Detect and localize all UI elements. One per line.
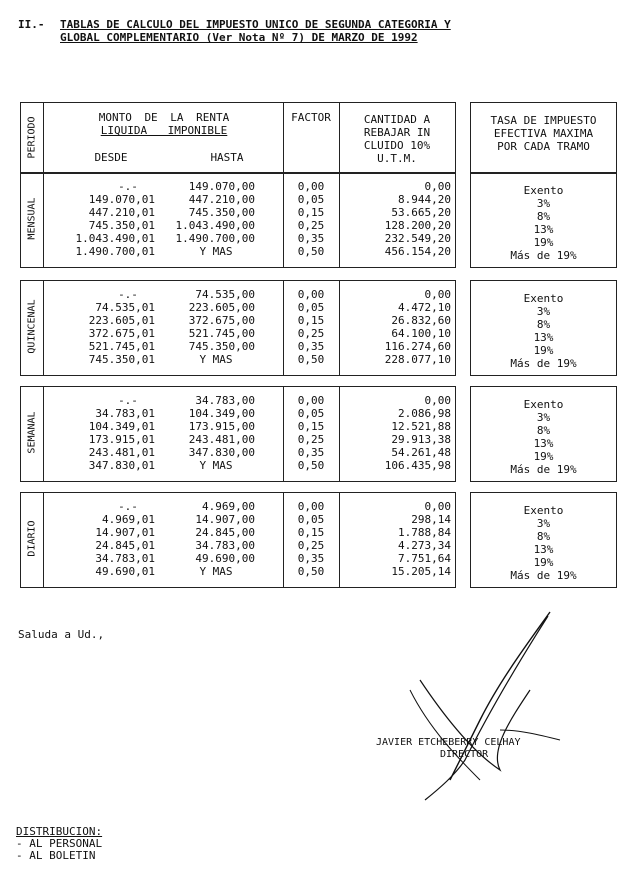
tasa-cell: 3%	[536, 197, 551, 210]
factor-cell: 0,25	[297, 219, 325, 232]
tasa-cell: 19%	[533, 556, 554, 569]
rate-box-diario	[470, 492, 617, 588]
tasa-cell: 13%	[533, 437, 554, 450]
cantidad-cell: 26.832,60	[391, 314, 451, 327]
cantidad-cell: 4.472,10	[398, 301, 451, 314]
periodo-header: PERIODO	[26, 116, 38, 159]
rate-box-mensual	[470, 172, 617, 268]
desde-cell: 521.745,01	[88, 340, 155, 353]
cantidad-cell: 7.751,64	[398, 552, 451, 565]
tasa-cell: Exento	[523, 398, 564, 411]
distribution-item: - AL PERSONAL	[16, 837, 103, 850]
cantidad-header-line-1: CANTIDAD A	[363, 113, 431, 126]
desde-cell: 173.915,01	[88, 433, 155, 446]
factor-cell: 0,00	[297, 288, 325, 301]
hasta-cell: Y MAS	[199, 459, 233, 472]
hasta-cell: 372.675,00	[188, 314, 255, 327]
signer-block	[376, 737, 521, 761]
hasta-cell: 149.070,00	[188, 180, 255, 193]
tasa-cell: 3%	[536, 411, 551, 424]
hasta-cell: 521.745,00	[188, 327, 255, 340]
tasa-cell: Exento	[523, 504, 564, 517]
factor-cell: 0,00	[297, 500, 325, 513]
cantidad-cell: 1.788,84	[398, 526, 451, 539]
header-table	[20, 102, 456, 174]
hasta-cell: 745.350,00	[188, 340, 255, 353]
cantidad-cell: 0,00	[424, 288, 451, 301]
cantidad-cell: 0,00	[424, 394, 451, 407]
tasa-cell: Más de 19%	[510, 569, 577, 582]
tasa-cell: 13%	[533, 543, 554, 556]
title-line-1: TABLAS DE CALCULO DEL IMPUESTO UNICO DE SEGUNDA CATEGORIA Y	[60, 18, 451, 31]
tasa-cell: 8%	[536, 210, 551, 223]
factor-cell: 0,25	[297, 433, 325, 446]
desde-cell: 347.830,01	[88, 459, 155, 472]
tasa-cell: 19%	[533, 344, 554, 357]
title-line-2: GLOBAL COMPLEMENTARIO (Ver Nota Nº 7) DE MARZO DE 1992	[60, 31, 418, 44]
tasa-cell: 19%	[533, 450, 554, 463]
desde-cell: 104.349,01	[88, 420, 155, 433]
hasta-header: HASTA	[210, 151, 244, 164]
tasa-header-box	[470, 102, 617, 174]
cantidad-cell: 15.205,14	[391, 565, 451, 578]
desde-cell: 1.490.700,01	[75, 245, 155, 258]
distribution-item: - AL BOLETIN	[16, 849, 96, 862]
tasa-cell: 13%	[533, 223, 554, 236]
cantidad-cell: 0,00	[424, 180, 451, 193]
period-label: MENSUAL	[26, 197, 38, 240]
hasta-cell: 447.210,00	[188, 193, 255, 206]
cantidad-cell: 29.913,38	[391, 433, 451, 446]
section-number: II.-	[18, 18, 45, 31]
rate-box-quincenal	[470, 280, 617, 376]
cantidad-cell: 456.154,20	[384, 245, 451, 258]
tasa-cell: 8%	[536, 424, 551, 437]
desde-cell: -.-	[118, 180, 138, 193]
monto-header-line-1: MONTO DE LA RENTA	[98, 111, 230, 124]
factor-cell: 0,15	[297, 526, 325, 539]
monto-header-line-2: LIQUIDA IMPONIBLE	[100, 124, 228, 137]
desde-cell: 34.783,01	[95, 552, 155, 565]
factor-cell: 0,50	[297, 245, 325, 258]
tasa-cell: Exento	[523, 184, 564, 197]
factor-cell: 0,35	[297, 446, 325, 459]
factor-cell: 0,15	[297, 206, 325, 219]
cantidad-cell: 2.086,98	[398, 407, 451, 420]
factor-cell: 0,15	[297, 420, 325, 433]
cantidad-cell: 116.274,60	[384, 340, 451, 353]
hasta-cell: 243.481,00	[188, 433, 255, 446]
period-table-quincenal	[20, 280, 456, 376]
hasta-cell: 173.915,00	[188, 420, 255, 433]
tasa-cell: 8%	[536, 530, 551, 543]
cantidad-cell: 64.100,10	[391, 327, 451, 340]
hasta-cell: 104.349,00	[188, 407, 255, 420]
period-label: DIARIO	[26, 520, 38, 557]
desde-cell: 149.070,01	[88, 193, 155, 206]
hasta-cell: 24.845,00	[195, 526, 255, 539]
period-table-semanal	[20, 386, 456, 482]
factor-cell: 0,50	[297, 459, 325, 472]
factor-cell: 0,25	[297, 327, 325, 340]
hasta-cell: 347.830,00	[188, 446, 255, 459]
cantidad-cell: 54.261,48	[391, 446, 451, 459]
signature-image	[380, 610, 580, 810]
hasta-cell: 14.907,00	[195, 513, 255, 526]
tasa-cell: Más de 19%	[510, 463, 577, 476]
hasta-cell: Y MAS	[199, 565, 233, 578]
hasta-cell: 49.690,00	[195, 552, 255, 565]
tasa-header-line-1: TASA DE IMPUESTO	[490, 114, 597, 127]
cantidad-cell: 228.077,10	[384, 353, 451, 366]
tasa-cell: 3%	[536, 517, 551, 530]
factor-cell: 0,35	[297, 552, 325, 565]
desde-header: DESDE	[94, 151, 128, 164]
hasta-cell: Y MAS	[199, 245, 233, 258]
desde-cell: 745.350,01	[88, 219, 155, 232]
cantidad-header-line-2: REBAJAR IN	[363, 126, 431, 139]
rate-box-semanal	[470, 386, 617, 482]
desde-cell: -.-	[118, 500, 138, 513]
factor-cell: 0,15	[297, 314, 325, 327]
tasa-cell: Más de 19%	[510, 249, 577, 262]
factor-cell: 0,05	[297, 407, 325, 420]
tasa-cell: 3%	[536, 305, 551, 318]
tasa-cell: Más de 19%	[510, 357, 577, 370]
cantidad-cell: 12.521,88	[391, 420, 451, 433]
period-label: SEMANAL	[26, 411, 38, 454]
hasta-cell: 4.969,00	[202, 500, 255, 513]
desde-cell: 243.481,01	[88, 446, 155, 459]
factor-cell: 0,05	[297, 301, 325, 314]
cantidad-cell: 128.200,20	[384, 219, 451, 232]
tasa-cell: 19%	[533, 236, 554, 249]
factor-cell: 0,00	[297, 180, 325, 193]
hasta-cell: 1.490.700,00	[175, 232, 255, 245]
factor-cell: 0,50	[297, 565, 325, 578]
hasta-cell: 34.783,00	[195, 394, 255, 407]
hasta-cell: 74.535,00	[195, 288, 255, 301]
distribution-block	[16, 826, 102, 862]
period-label: QUINCENAL	[26, 299, 38, 354]
desde-cell: 447.210,01	[88, 206, 155, 219]
distribution-heading: DISTRIBUCION:	[16, 825, 103, 838]
factor-cell: 0,05	[297, 513, 325, 526]
cantidad-cell: 4.273,34	[398, 539, 451, 552]
factor-cell: 0,35	[297, 340, 325, 353]
cantidad-header-line-3: CLUIDO 10%	[363, 139, 431, 152]
desde-cell: -.-	[118, 394, 138, 407]
cantidad-cell: 0,00	[424, 500, 451, 513]
desde-cell: 34.783,01	[95, 407, 155, 420]
cantidad-cell: 106.435,98	[384, 459, 451, 472]
factor-cell: 0,50	[297, 353, 325, 366]
signer-name: JAVIER ETCHEBERRY CELHAY	[376, 737, 521, 748]
desde-cell: 745.350,01	[88, 353, 155, 366]
desde-cell: 223.605,01	[88, 314, 155, 327]
factor-cell: 0,25	[297, 539, 325, 552]
hasta-cell: 34.783,00	[195, 539, 255, 552]
cantidad-cell: 53.665,20	[391, 206, 451, 219]
factor-cell: 0,00	[297, 394, 325, 407]
tasa-cell: 8%	[536, 318, 551, 331]
desde-cell: 74.535,01	[95, 301, 155, 314]
cantidad-cell: 8.944,20	[398, 193, 451, 206]
factor-header: FACTOR	[291, 111, 331, 124]
period-table-mensual	[20, 172, 456, 268]
tasa-cell: Exento	[523, 292, 564, 305]
period-table-diario	[20, 492, 456, 588]
desde-cell: 14.907,01	[95, 526, 155, 539]
hasta-cell: 1.043.490,00	[175, 219, 255, 232]
desde-cell: 4.969,01	[102, 513, 155, 526]
cantidad-header-line-4: U.T.M.	[377, 152, 417, 165]
tasa-header-line-3: POR CADA TRAMO	[497, 140, 590, 153]
hasta-cell: 745.350,00	[188, 206, 255, 219]
hasta-cell: 223.605,00	[188, 301, 255, 314]
hasta-cell: Y MAS	[199, 353, 233, 366]
desde-cell: 1.043.490,01	[75, 232, 155, 245]
desde-cell: 372.675,01	[88, 327, 155, 340]
cantidad-cell: 232.549,20	[384, 232, 451, 245]
desde-cell: -.-	[118, 288, 138, 301]
desde-cell: 24.845,01	[95, 539, 155, 552]
factor-cell: 0,05	[297, 193, 325, 206]
factor-cell: 0,35	[297, 232, 325, 245]
document-title	[18, 18, 618, 44]
tasa-header-line-2: EFECTIVA MAXIMA	[493, 127, 594, 140]
closing-text: Saluda a Ud.,	[18, 628, 105, 641]
desde-cell: 49.690,01	[95, 565, 155, 578]
tasa-cell: 13%	[533, 331, 554, 344]
signer-title: DIRECTOR	[440, 749, 489, 760]
cantidad-cell: 298,14	[411, 513, 451, 526]
